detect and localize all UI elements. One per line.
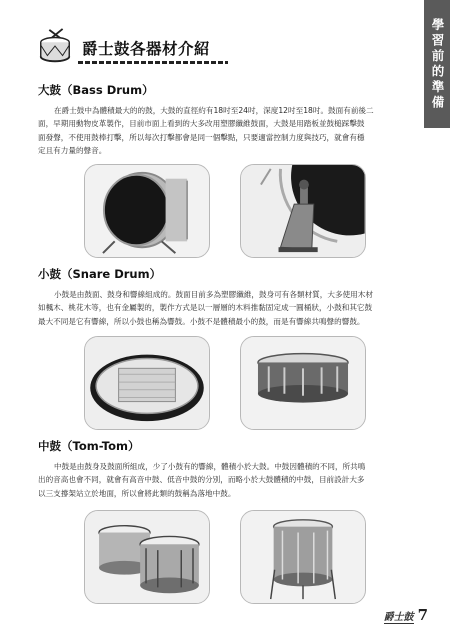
snare-drum-bottom-image xyxy=(85,337,209,429)
tom-toms-image xyxy=(85,511,209,603)
paragraph-line: 在爵士鼓中為體積最大的的鼓，大鼓的直徑約有18吋至24吋，深度12吋至18吋。鼓面有前後二 xyxy=(54,106,374,115)
paragraph-line: 如楓木、桃花木等，也有金屬製的，製作方式是以一層層的木料推黏固定成一圓桶狀，小鼓和其它鼓 xyxy=(38,303,373,313)
tom-toms-photo xyxy=(84,510,210,604)
paragraph-snare-drum xyxy=(38,288,410,328)
floor-tom-photo xyxy=(240,510,366,604)
bass-drum-image xyxy=(85,165,209,257)
paragraph-line: 出的音高也會不同，就會有高音中鼓、低音中鼓的分別，而略小於大鼓體積的中鼓，目前設計大多 xyxy=(38,475,365,485)
page-footer xyxy=(384,606,428,624)
bass-drum-pedal-photo xyxy=(240,164,366,258)
bass-drum-front-photo xyxy=(84,164,210,258)
snare-drum-side-photo xyxy=(240,336,366,430)
paragraph-line: 面，早期用動物皮革製作，目前市面上看到的大多改用塑膠纖維鼓面，大鼓是用踏板並鼓槌踩擊鼓 xyxy=(38,119,365,129)
page-title: 爵士鼓各器材介紹 xyxy=(82,40,211,58)
floor-tom-image xyxy=(241,511,365,603)
title-underline xyxy=(78,61,228,64)
paragraph-line: 面發聲，不使用鼓棒打擊，所以每次打擊都會是同一個擊點，只要適當控制力度與技巧，就會有穩 xyxy=(38,132,365,142)
chapter-side-tab xyxy=(424,0,450,128)
paragraph-line: 以三支撐架站立於地面，所以會將此類的鼓稱為落地中鼓。 xyxy=(38,488,236,498)
chapter-side-tab-label: 學習前的準備 xyxy=(430,17,445,111)
paragraph-tom-tom xyxy=(38,460,410,500)
paragraph-line: 定且有力量的聲音。 xyxy=(38,145,107,155)
footer-book-title: 爵士鼓 xyxy=(384,608,414,624)
paragraph-bass-drum xyxy=(38,104,410,157)
page-header xyxy=(36,28,236,68)
paragraph-line: 最大不同是它有響線，所以小鼓也稱為響鼓。小鼓不是體積最小的鼓，而是有響線共鳴聲的響鼓。 xyxy=(38,316,365,326)
snare-drum-side-image xyxy=(241,337,365,429)
section-heading-tom-tom: 中鼓（Tom-Tom） xyxy=(38,439,140,453)
snare-drum-bottom-photo xyxy=(84,336,210,430)
section-heading-snare-drum: 小鼓（Snare Drum） xyxy=(38,267,162,281)
drum-icon xyxy=(36,28,74,66)
section-heading-bass-drum: 大鼓（Bass Drum） xyxy=(38,83,154,97)
bass-drum-pedal-image xyxy=(241,165,365,257)
paragraph-line: 中鼓是由鼓身及鼓面所組成，少了小鼓有的響線，體積小於大鼓。中鼓因體積的不同，所共鳴 xyxy=(54,462,366,471)
paragraph-line: 小鼓是由鼓面、鼓身和響線組成的。鼓面目前多為塑膠纖維，鼓身可有各類材質，大多使用木材 xyxy=(54,290,373,299)
page-number: 7 xyxy=(417,606,428,624)
